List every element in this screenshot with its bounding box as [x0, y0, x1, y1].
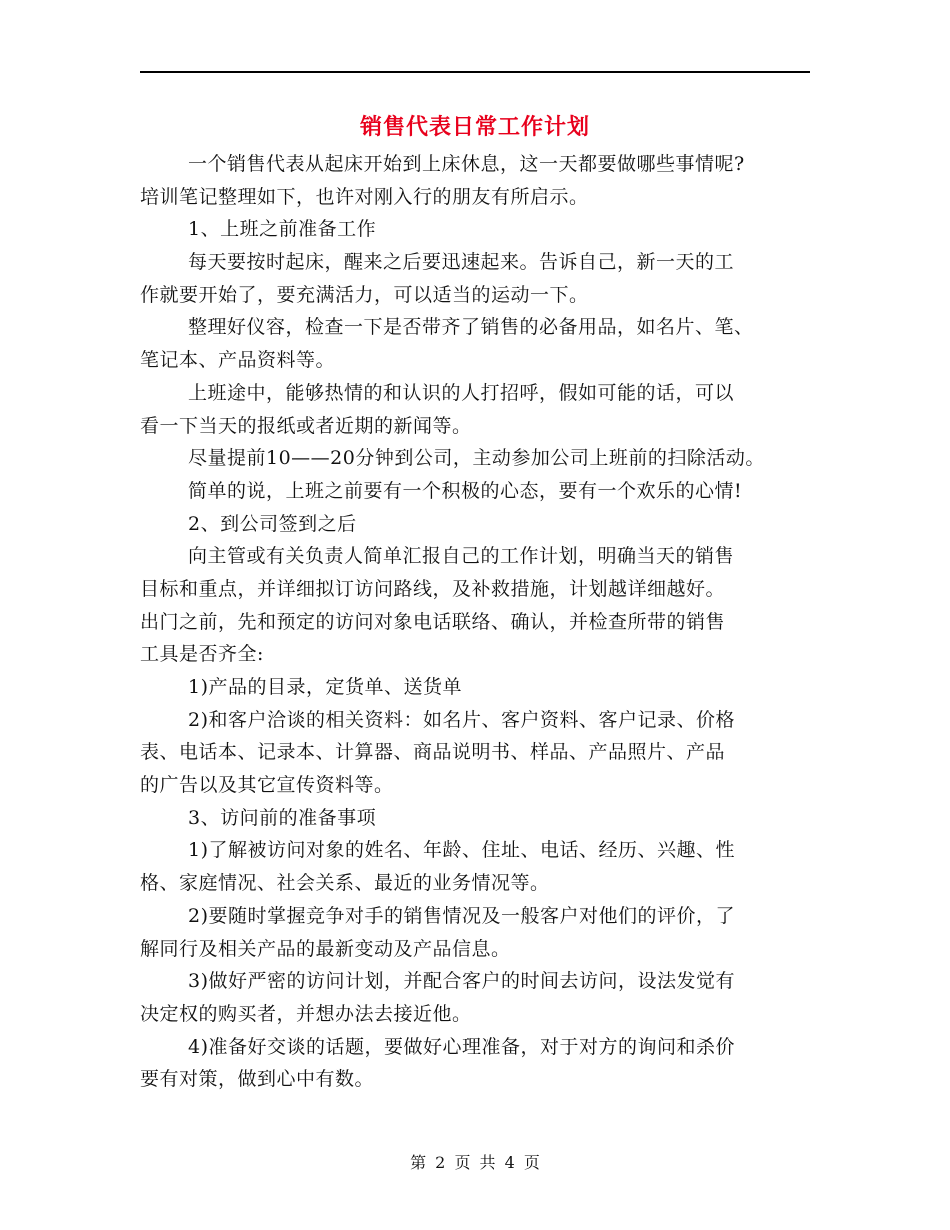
- body-line: 尽量提前10——20分钟到公司，主动参加公司上班前的扫除活动。: [188, 447, 765, 470]
- document-body: [140, 148, 830, 1096]
- body-line: 表、电话本、记录本、计算器、商品说明书、样品、产品照片、产品: [140, 741, 726, 764]
- body-line: 笔记本、产品资料等。: [140, 349, 336, 372]
- body-line: 简单的说，上班之前要有一个积极的心态，要有一个欢乐的心情!: [188, 479, 743, 502]
- body-line: 看一下当天的报纸或者近期的新闻等。: [140, 414, 472, 437]
- body-line: 3、访问前的准备事项: [188, 806, 377, 829]
- body-line: 4)准备好交谈的话题，要做好心理准备，对于对方的询问和杀价: [188, 1035, 736, 1058]
- header-rule: [140, 71, 810, 73]
- body-line: 每天要按时起床，醒来之后要迅速起来。告诉自己，新一天的工: [188, 251, 735, 274]
- page-footer: 第 2 页 共 4 页: [410, 1153, 540, 1172]
- body-line: 的广告以及其它宣传资料等。: [140, 774, 394, 797]
- body-line: 一个销售代表从起床开始到上床休息，这一天都要做哪些事情呢?: [188, 153, 745, 175]
- body-line: 培训笔记整理如下，也许对刚入行的朋友有所启示。: [140, 185, 589, 208]
- body-line: 解同行及相关产品的最新变动及产品信息。: [140, 937, 511, 960]
- body-line: 作就要开始了，要充满活力，可以适当的运动一下。: [140, 283, 589, 306]
- body-line: 工具是否齐全:: [140, 643, 264, 666]
- body-line: 1、上班之前准备工作: [188, 218, 377, 241]
- body-line: 向主管或有关负责人简单汇报自己的工作计划，明确当天的销售: [188, 545, 735, 568]
- body-line: 2、到公司签到之后: [188, 512, 357, 535]
- body-line: 出门之前，先和预定的访问对象电话联络、确认，并检查所带的销售: [140, 610, 726, 633]
- body-line: 2)和客户洽谈的相关资料：如名片、客户资料、客户记录、价格: [188, 708, 736, 731]
- body-line: 1)产品的目录，定货单、送货单: [188, 676, 463, 698]
- document-title: 销售代表日常工作计划: [359, 115, 590, 140]
- body-line: 1)了解被访问对象的姓名、年龄、住址、电话、经历、兴趣、性: [188, 839, 736, 862]
- body-line: 上班途中，能够热情的和认识的人打招呼，假如可能的话，可以: [188, 381, 735, 404]
- body-line: 2)要随时掌握竞争对手的销售情况及一般客户对他们的评价，了: [188, 904, 736, 927]
- body-line: 整理好仪容，检查一下是否带齐了销售的必备用品，如名片、笔、: [188, 316, 754, 339]
- body-line: 格、家庭情况、社会关系、最近的业务情况等。: [140, 872, 550, 895]
- body-line: 要有对策，做到心中有数。: [140, 1068, 375, 1091]
- body-line: 决定权的购买者，并想办法去接近他。: [140, 1002, 472, 1025]
- body-line: 3)做好严密的访问计划，并配合客户的时间去访问，设法发觉有: [188, 970, 736, 993]
- body-line: 目标和重点，并详细拟订访问路线，及补救措施，计划越详细越好。: [140, 577, 726, 600]
